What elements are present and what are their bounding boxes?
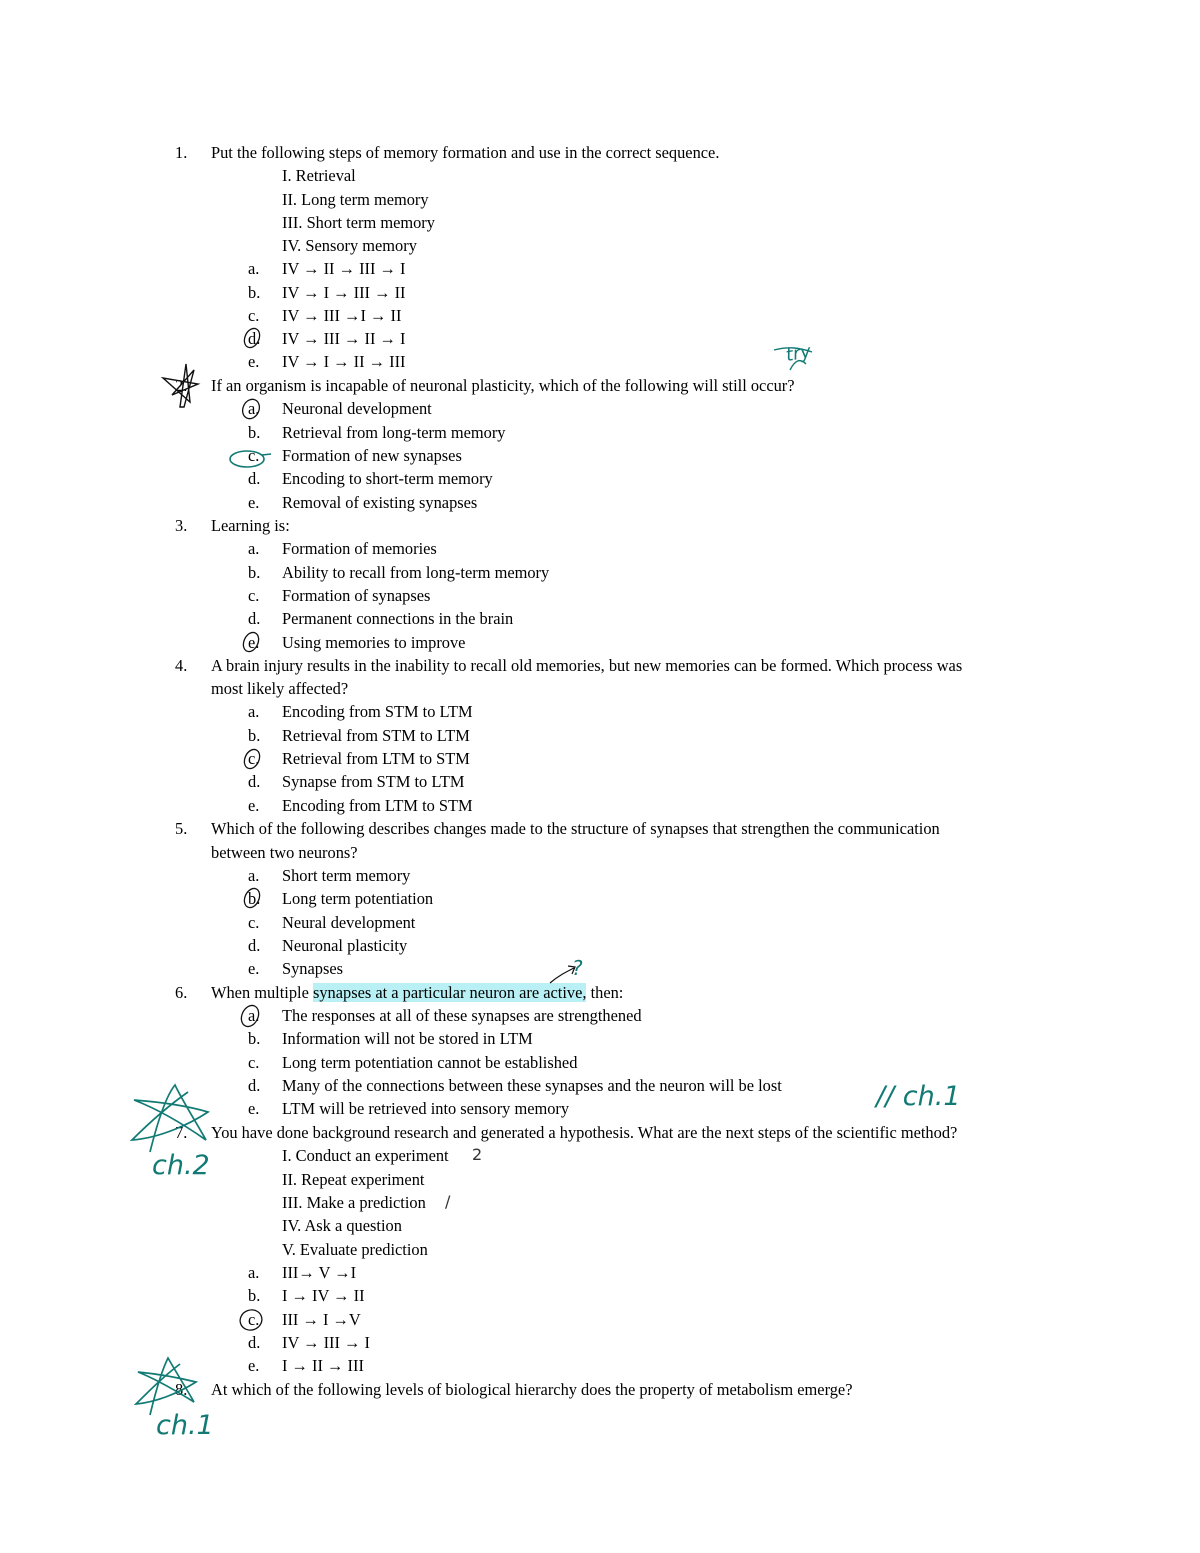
option-letter: b.	[248, 889, 261, 908]
option-letter: c.	[248, 306, 260, 325]
option-letter: d.	[248, 469, 261, 488]
option-letter: a.	[248, 259, 260, 278]
pencil-mark-1: /	[445, 1192, 451, 1211]
option-text: Encoding to short-term memory	[282, 469, 493, 488]
option-letter: d.	[248, 1076, 261, 1095]
option-letter: b.	[248, 283, 261, 302]
option-letter: b.	[248, 1029, 261, 1048]
question-text: Learning is:	[211, 516, 290, 535]
option-letter: e.	[248, 1099, 260, 1118]
question-number: 2.	[175, 376, 188, 395]
highlighted-text: synapses at a particular neuron are active,	[312, 983, 587, 1002]
handwritten-question-mark: ?	[572, 956, 583, 980]
handwritten-note-ch2: ch.2	[152, 1150, 210, 1181]
option-text: Formation of synapses	[282, 586, 431, 605]
option-letter: e.	[248, 1356, 260, 1375]
option-letter: d.	[248, 772, 261, 791]
option-letter: a.	[248, 866, 260, 885]
option-text: Synapse from STM to LTM	[282, 772, 465, 791]
option-text: LTM will be retrieved into sensory memory	[282, 1099, 570, 1118]
option-letter: d.	[248, 609, 261, 628]
question-number: 1.	[175, 143, 188, 162]
question-number: 5.	[175, 819, 188, 838]
option-text: Formation of new synapses	[282, 446, 462, 465]
handwritten-note-try: try	[784, 340, 813, 367]
option-text: III → I →V	[282, 1310, 361, 1329]
question-text: A brain injury results in the inability to recall old memories, but new memories can be formed. Which process was	[211, 656, 963, 675]
option-letter: e.	[248, 633, 260, 652]
option-text: The responses at all of these synapses are strengthened	[282, 1006, 642, 1025]
option-text: Information will not be stored in LTM	[282, 1029, 533, 1048]
option-text: IV → III →I → II	[282, 306, 402, 325]
question-number: 4.	[175, 656, 188, 675]
option-letter: a.	[248, 1006, 260, 1025]
option-letter: e.	[248, 352, 260, 371]
option-letter: a.	[248, 539, 260, 558]
option-text: Retrieval from LTM to STM	[282, 749, 470, 768]
option-letter: c.	[248, 749, 260, 768]
option-text: Retrieval from STM to LTM	[282, 726, 470, 745]
question-number: 3.	[175, 516, 188, 535]
option-letter: e.	[248, 959, 260, 978]
option-text: Neural development	[282, 913, 416, 932]
option-text: IV → II → III → I	[282, 259, 406, 278]
question-number: 8.	[175, 1380, 188, 1399]
option-letter: c.	[248, 1310, 260, 1329]
option-letter: a.	[248, 702, 260, 721]
option-letter: c.	[248, 586, 260, 605]
option-letter: d.	[248, 1333, 261, 1352]
handwritten-note-ch1-bottom: ch.1	[156, 1410, 214, 1441]
question-text: Put the following steps of memory formation and use in the correct sequence.	[211, 143, 720, 162]
option-letter: b.	[248, 726, 261, 745]
option-text: I → IV → II	[282, 1286, 365, 1305]
option-letter: c.	[248, 446, 260, 465]
option-letter: e.	[248, 796, 260, 815]
handwritten-note-ch1-right: // ch.1	[876, 1081, 961, 1112]
star-icon-q7	[132, 1085, 208, 1152]
option-text: Neuronal plasticity	[282, 936, 408, 955]
option-text: Short term memory	[282, 866, 411, 885]
question-text: At which of the following levels of biological hierarchy does the property of metabolism emerge?	[211, 1380, 853, 1399]
option-text: Removal of existing synapses	[282, 493, 478, 512]
option-text: IV → I → II → III	[282, 352, 406, 371]
option-letter: a.	[248, 1263, 260, 1282]
option-text: Encoding from STM to LTM	[282, 702, 473, 721]
option-text: Neuronal development	[282, 399, 432, 418]
option-text: Retrieval from long-term memory	[282, 423, 506, 442]
option-letter: d.	[248, 329, 261, 348]
option-text: Many of the connections between these synapses and the neuron will be lost	[282, 1076, 782, 1095]
option-letter: b.	[248, 1286, 261, 1305]
option-letter: d.	[248, 936, 261, 955]
option-text: Formation of memories	[282, 539, 437, 558]
option-letter: b.	[248, 563, 261, 582]
question-number: 7.	[175, 1123, 188, 1142]
option-text: Encoding from LTM to STM	[282, 796, 473, 815]
question-text: When multiple synapses at a particular neuron are active, then:	[211, 983, 624, 1002]
option-text: I → II → III	[282, 1356, 364, 1375]
option-text: Using memories to improve	[282, 633, 466, 652]
pencil-mark-2: 2	[472, 1145, 483, 1164]
option-letter: a.	[248, 399, 260, 418]
option-text: Permanent connections in the brain	[282, 609, 514, 628]
question-text: If an organism is incapable of neuronal plasticity, which of the following will still occur?	[211, 376, 795, 395]
question-number: 6.	[175, 983, 188, 1002]
option-text: IV → I → III → II	[282, 283, 406, 302]
question-text: You have done background research and generated a hypothesis. What are the next steps of the scientific method?	[211, 1123, 958, 1142]
option-text: Ability to recall from long-term memory	[282, 563, 550, 582]
option-letter: e.	[248, 493, 260, 512]
option-text: IV → III → II → I	[282, 329, 406, 348]
question-text: Which of the following describes changes made to the structure of synapses that strengthen the communication	[211, 819, 940, 838]
green-mark-q2	[262, 454, 271, 455]
option-text: Synapses	[282, 959, 344, 978]
option-text: IV → III → I	[282, 1333, 371, 1352]
option-text: Long term potentiation	[282, 889, 434, 908]
option-text: Long term potentiation cannot be established	[282, 1053, 578, 1072]
option-letter: c.	[248, 913, 260, 932]
option-letter: c.	[248, 1053, 260, 1072]
option-text: III→ V →I	[282, 1263, 357, 1282]
option-letter: b.	[248, 423, 261, 442]
